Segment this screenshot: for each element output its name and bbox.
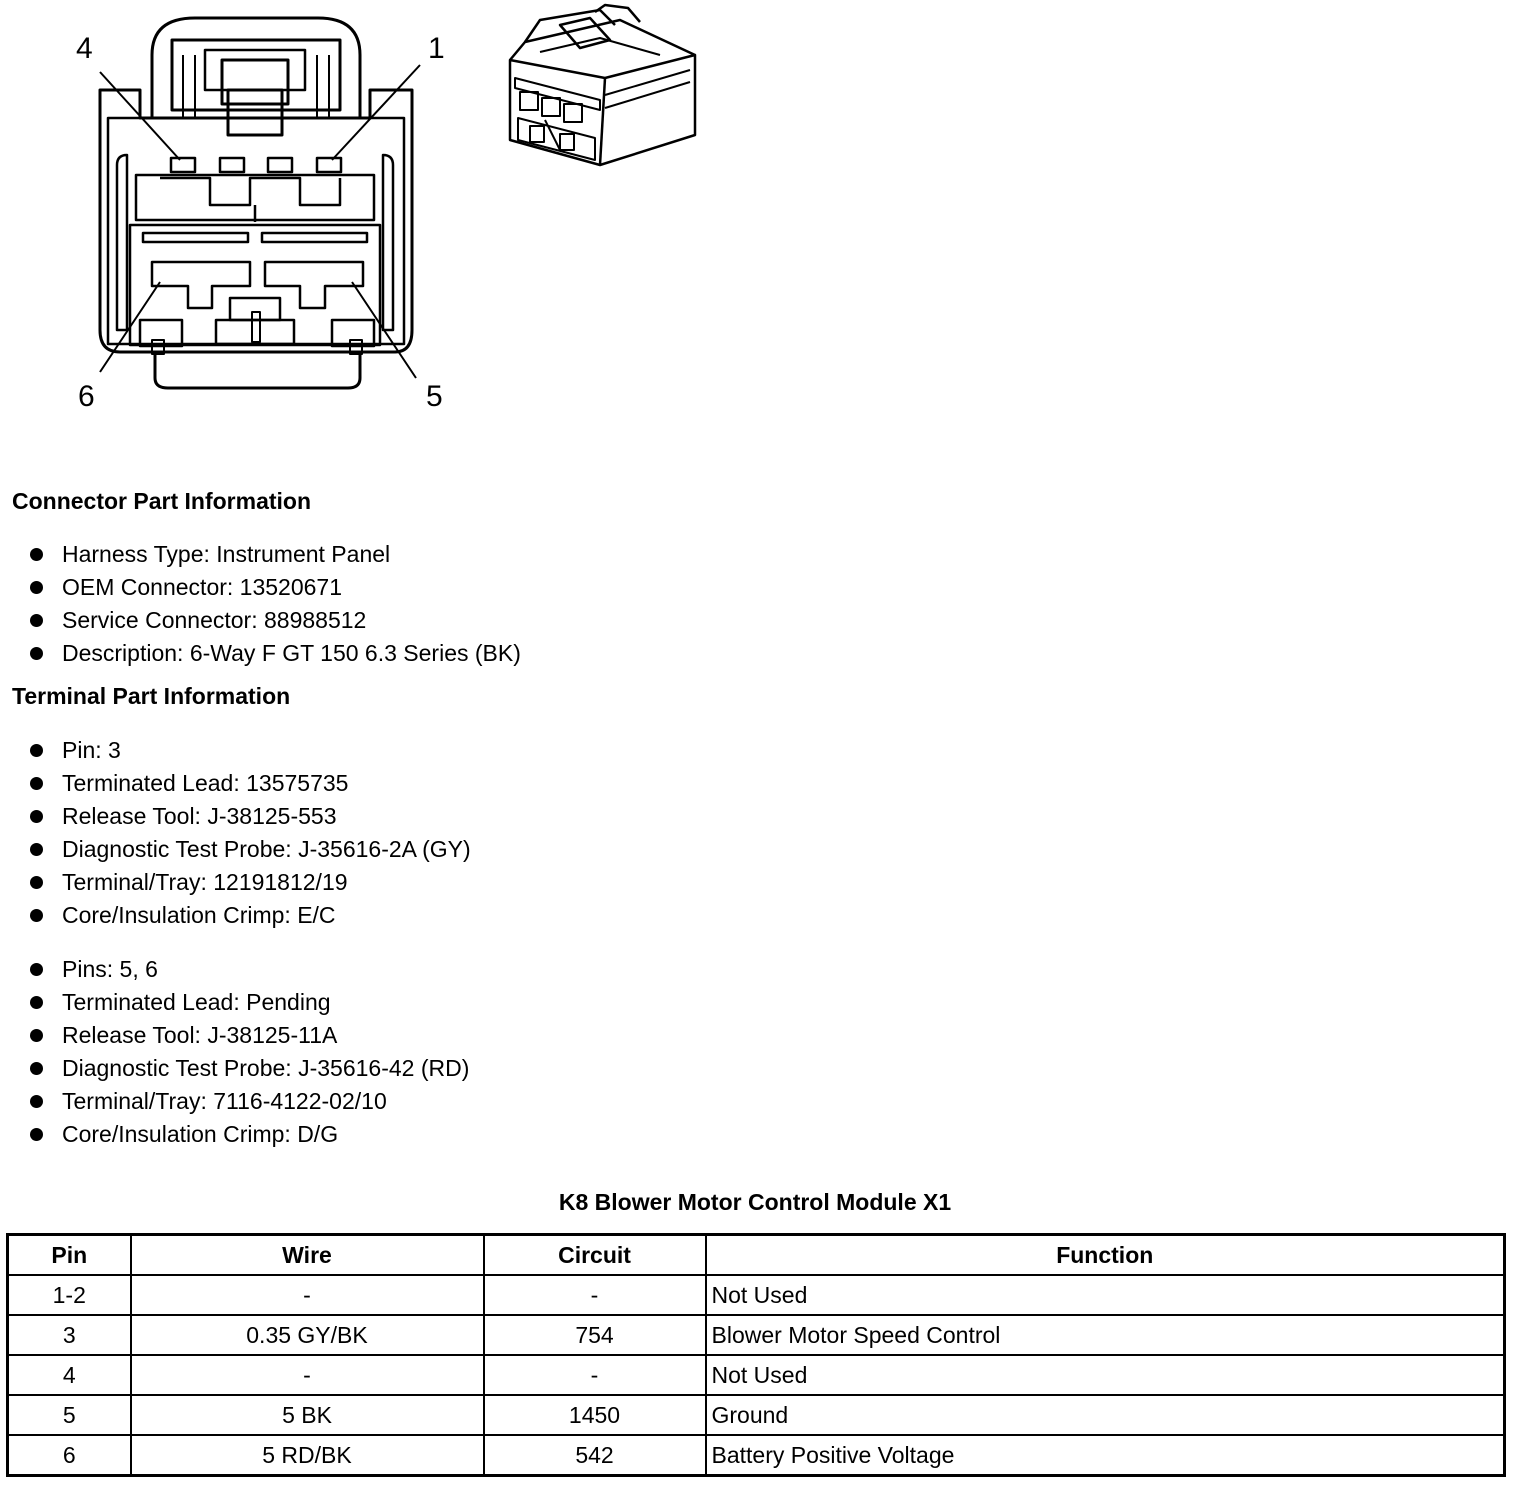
bullet-icon bbox=[30, 777, 43, 790]
pin-cell: 5 bbox=[8, 1395, 131, 1435]
bullet-icon bbox=[30, 843, 43, 856]
connector-isometric-view bbox=[510, 5, 695, 165]
connector-face-view bbox=[100, 18, 420, 388]
bullet-icon bbox=[30, 581, 43, 594]
pin-cell: 3 bbox=[8, 1315, 131, 1355]
pin-table bbox=[6, 1233, 1506, 1477]
function-cell: Blower Motor Speed Control bbox=[706, 1315, 1505, 1355]
bullet-icon bbox=[30, 963, 43, 976]
list-item: Terminated Lead: 13575735 bbox=[0, 767, 471, 800]
bullet-icon bbox=[30, 876, 43, 889]
circuit-cell: - bbox=[484, 1275, 706, 1315]
connector-part-information-list bbox=[0, 538, 521, 670]
pin-cell: 1-2 bbox=[8, 1275, 131, 1315]
bullet-icon bbox=[30, 548, 43, 561]
pin-callout-6: 6 bbox=[78, 380, 95, 413]
column-header-function: Function bbox=[706, 1235, 1505, 1276]
connector-part-information-heading: Connector Part Information bbox=[12, 488, 312, 514]
list-item: Diagnostic Test Probe: J-35616-42 (RD) bbox=[0, 1052, 469, 1085]
bullet-icon bbox=[30, 1029, 43, 1042]
list-item: Harness Type: Instrument Panel bbox=[0, 538, 521, 571]
bullet-icon bbox=[30, 1095, 43, 1108]
function-cell: Battery Positive Voltage bbox=[706, 1435, 1505, 1476]
list-item: OEM Connector: 13520671 bbox=[0, 571, 521, 604]
list-item: Release Tool: J-38125-11A bbox=[0, 1019, 469, 1052]
wire-cell: 5 BK bbox=[131, 1395, 484, 1435]
circuit-cell: - bbox=[484, 1355, 706, 1395]
table-header-row bbox=[8, 1235, 1505, 1276]
list-item: Service Connector: 88988512 bbox=[0, 604, 521, 637]
function-cell: Not Used bbox=[706, 1275, 1505, 1315]
list-item: Pins: 5, 6 bbox=[0, 953, 469, 986]
pin-callout-4: 4 bbox=[76, 32, 93, 65]
bullet-icon bbox=[30, 647, 43, 660]
pin-callout-5: 5 bbox=[426, 380, 443, 413]
terminal-part-information-heading: Terminal Part Information bbox=[12, 683, 291, 709]
wire-cell: - bbox=[131, 1355, 484, 1395]
circuit-cell: 542 bbox=[484, 1435, 706, 1476]
pin-callout-1: 1 bbox=[428, 32, 445, 65]
terminal-group-pin-3 bbox=[0, 734, 471, 932]
list-item: Pin: 3 bbox=[0, 734, 471, 767]
list-item: Terminated Lead: Pending bbox=[0, 986, 469, 1019]
connector-diagram bbox=[0, 0, 720, 430]
bullet-icon bbox=[30, 810, 43, 823]
list-item: Diagnostic Test Probe: J-35616-2A (GY) bbox=[0, 833, 471, 866]
table-row bbox=[8, 1395, 1505, 1435]
pin-cell: 4 bbox=[8, 1355, 131, 1395]
column-header-circuit: Circuit bbox=[484, 1235, 706, 1276]
bullet-icon bbox=[30, 1062, 43, 1075]
table-row bbox=[8, 1355, 1505, 1395]
function-cell: Ground bbox=[706, 1395, 1505, 1435]
list-item: Core/Insulation Crimp: E/C bbox=[0, 899, 471, 932]
list-item: Release Tool: J-38125-553 bbox=[0, 800, 471, 833]
list-item: Description: 6-Way F GT 150 6.3 Series (BK) bbox=[0, 637, 521, 670]
column-header-pin: Pin bbox=[8, 1235, 131, 1276]
circuit-cell: 1450 bbox=[484, 1395, 706, 1435]
table-row bbox=[8, 1315, 1505, 1355]
terminal-group-pins-5-6 bbox=[0, 953, 469, 1151]
bullet-icon bbox=[30, 996, 43, 1009]
bullet-icon bbox=[30, 744, 43, 757]
column-header-wire: Wire bbox=[131, 1235, 484, 1276]
bullet-icon bbox=[30, 1128, 43, 1141]
list-item: Core/Insulation Crimp: D/G bbox=[0, 1118, 469, 1151]
bullet-icon bbox=[30, 614, 43, 627]
function-cell: Not Used bbox=[706, 1355, 1505, 1395]
bullet-icon bbox=[30, 909, 43, 922]
list-item: Terminal/Tray: 7116-4122-02/10 bbox=[0, 1085, 469, 1118]
pin-table-title: K8 Blower Motor Control Module X1 bbox=[558, 1189, 952, 1215]
table-row bbox=[8, 1435, 1505, 1476]
wire-cell: - bbox=[131, 1275, 484, 1315]
list-item: Terminal/Tray: 12191812/19 bbox=[0, 866, 471, 899]
pin-cell: 6 bbox=[8, 1435, 131, 1476]
wire-cell: 0.35 GY/BK bbox=[131, 1315, 484, 1355]
circuit-cell: 754 bbox=[484, 1315, 706, 1355]
table-row bbox=[8, 1275, 1505, 1315]
wire-cell: 5 RD/BK bbox=[131, 1435, 484, 1476]
